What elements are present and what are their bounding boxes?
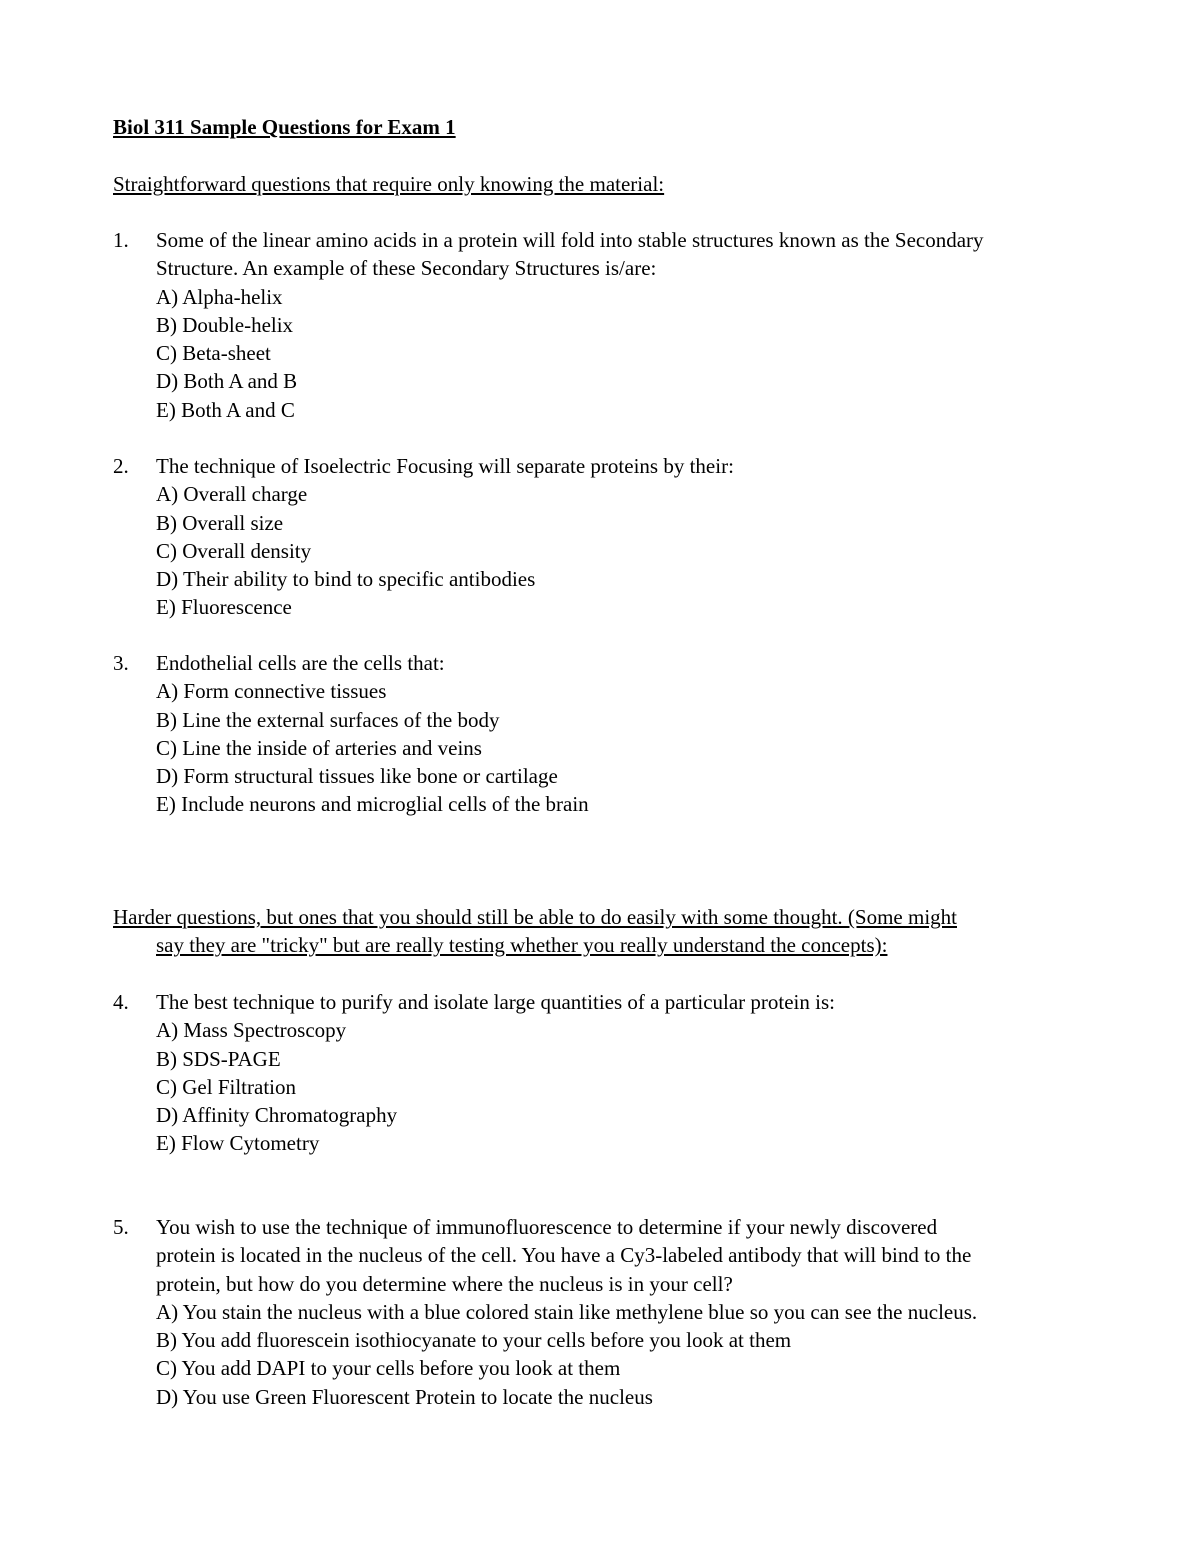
- answer-option: C) Beta-sheet: [156, 341, 271, 366]
- answer-option: E) Flow Cytometry: [156, 1131, 320, 1156]
- answer-option: C) Gel Filtration: [156, 1074, 296, 1099]
- question-text-line: Endothelial cells are the cells that:: [156, 651, 445, 675]
- answer-option: E) Both A and C: [156, 397, 295, 422]
- question-number: 2.: [113, 454, 129, 478]
- question-text-line: Structure. An example of these Secondary Structures is/are:: [156, 256, 657, 281]
- section-heading-line: say they are "tricky" but are really testing whether you really understand the concepts):: [156, 933, 888, 958]
- question-body: [156, 452, 1103, 622]
- question-text-line: The technique of Isoelectric Focusing will separate proteins by their:: [156, 454, 734, 478]
- question-4: [113, 988, 1103, 1158]
- question-body: [156, 988, 1103, 1158]
- answer-option: E) Include neurons and microglial cells of the brain: [156, 792, 589, 817]
- answer-option: B) SDS-PAGE: [156, 1046, 281, 1071]
- question-body: [156, 226, 1103, 424]
- question-body: [156, 649, 1103, 819]
- answer-option: E) Fluorescence: [156, 595, 292, 620]
- answer-option: A) Mass Spectroscopy: [156, 1018, 347, 1043]
- answer-option: D) Affinity Chromatography: [156, 1103, 398, 1128]
- question-2: [113, 452, 1103, 622]
- answer-option: D) Form structural tissues like bone or cartilage: [156, 764, 558, 789]
- answer-option: A) Form connective tissues: [156, 679, 387, 704]
- answer-option: A) Overall charge: [156, 482, 308, 507]
- answer-option: A) Alpha-helix: [156, 284, 283, 309]
- answer-option: A) You stain the nucleus with a blue colored stain like methylene blue so you can see the nucleus.: [156, 1299, 978, 1324]
- answer-option: D) You use Green Fluorescent Protein to locate the nucleus: [156, 1384, 653, 1409]
- question-body: [156, 1213, 1103, 1411]
- question-3: [113, 649, 1103, 819]
- question-text-line: The best technique to purify and isolate large quantities of a particular protein is:: [156, 990, 835, 1014]
- section-heading-harder: [113, 903, 1093, 960]
- question-text-line: Some of the linear amino acids in a protein will fold into stable structures known as the Secondary: [156, 228, 984, 252]
- question-text-line: protein is located in the nucleus of the cell. You have a Cy3-labeled antibody that will bind to the: [156, 1243, 972, 1268]
- answer-option: B) Double-helix: [156, 312, 294, 337]
- question-1: [113, 226, 1103, 424]
- question-number: 1.: [113, 228, 129, 252]
- document-title: Biol 311 Sample Questions for Exam 1: [113, 115, 456, 139]
- answer-option: B) Line the external surfaces of the body: [156, 707, 500, 732]
- question-number: 5.: [113, 1215, 129, 1239]
- section-heading-line: Straightforward questions that require only knowing the material:: [113, 172, 665, 196]
- question-text-line: You wish to use the technique of immunofluorescence to determine if your newly discovered: [156, 1215, 938, 1239]
- answer-option: C) Line the inside of arteries and veins: [156, 735, 482, 760]
- answer-option: D) Their ability to bind to specific antibodies: [156, 567, 536, 592]
- answer-option: B) You add fluorescein isothiocyanate to your cells before you look at them: [156, 1328, 792, 1353]
- section-heading-line: Harder questions, but ones that you should still be able to do easily with some thought. (Some might: [113, 905, 957, 929]
- question-text-line: protein, but how do you determine where the nucleus is in your cell?: [156, 1271, 733, 1296]
- question-5: [113, 1213, 1103, 1411]
- answer-option: C) You add DAPI to your cells before you look at them: [156, 1356, 621, 1381]
- answer-option: C) Overall density: [156, 538, 312, 563]
- question-number: 4.: [113, 990, 129, 1014]
- question-number: 3.: [113, 651, 129, 675]
- answer-option: B) Overall size: [156, 510, 284, 535]
- answer-option: D) Both A and B: [156, 369, 298, 394]
- section-heading-straightforward: [113, 170, 1093, 198]
